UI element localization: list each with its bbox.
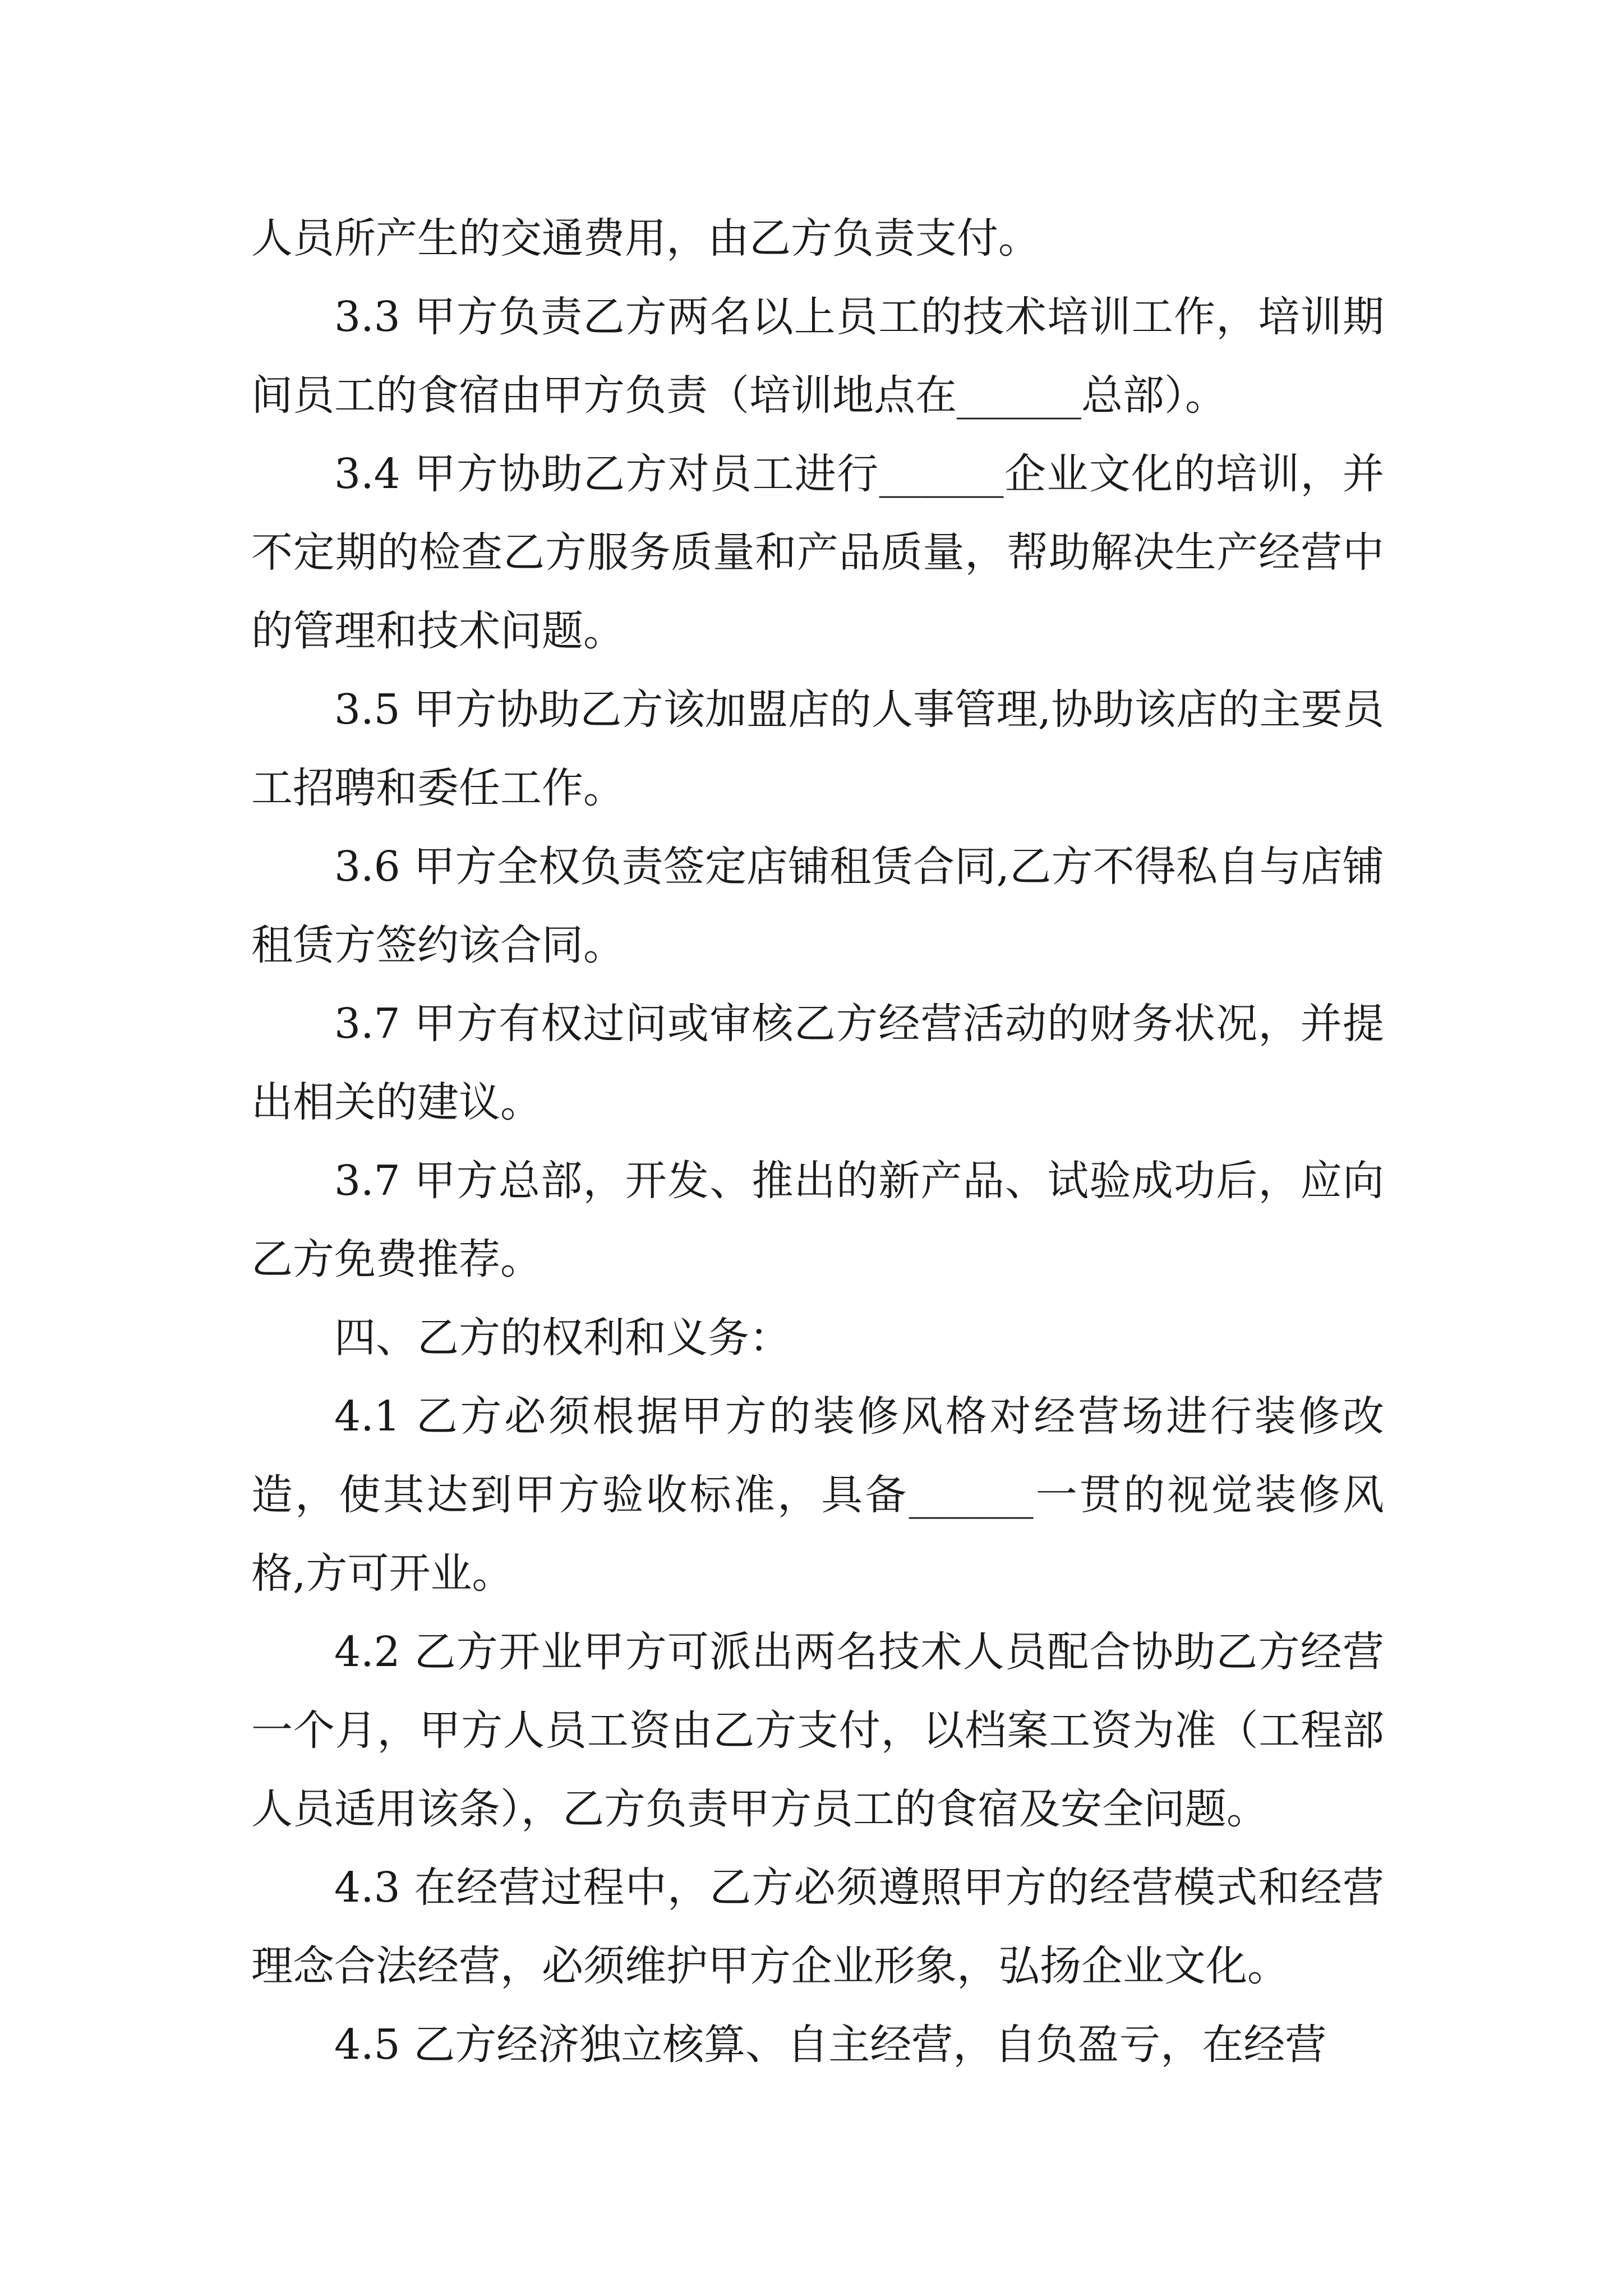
paragraph-4-3: 4.3 在经营过程中，乙方必须遵照甲方的经营模式和经营理念合法经营，必须维护甲方企业形象，弘扬企业文化。 <box>251 1864 1384 1990</box>
paragraph-3-7-finance: 3.7 甲方有权过问或审核乙方经营活动的财务状况，并提出相关的建议。 <box>251 1000 1384 1126</box>
paragraph-3-7-products: 3.7 甲方总部，开发、推出的新产品、试验成功后，应向乙方免费推荐。 <box>251 1157 1384 1283</box>
paragraph-3-3: 3.3 甲方负责乙方两名以上员工的技术培训工作，培训期间员工的食宿由甲方负责（培训地点在______总部）。 <box>251 293 1384 420</box>
paragraph-3-5: 3.5 甲方协助乙方该加盟店的人事管理,协助该店的主要员工招聘和委任工作。 <box>251 685 1384 812</box>
paragraph-transport-fees: 人员所产生的交通费用，由乙方负责支付。 <box>251 214 1040 263</box>
paragraph-4-1: 4.1 乙方必须根据甲方的装修风格对经营场进行装修改造，使其达到甲方验收标准，具备______一贯的视觉装修风格,方可开业。 <box>251 1392 1384 1598</box>
paragraph-3-4: 3.4 甲方协助乙方对员工进行______企业文化的培训，并不定期的检查乙方服务质量和产品质量，帮助解决生产经营中的管理和技术问题。 <box>251 450 1384 655</box>
section-heading-4: 四、乙方的权利和义务： <box>334 1314 791 1362</box>
document-body <box>251 199 1384 2084</box>
paragraph-4-2: 4.2 乙方开业甲方可派出两名技术人员配合协助乙方经营一个月，甲方人员工资由乙方支付，以档案工资为准（工程部人员适用该条），乙方负责甲方员工的食宿及安全问题。 <box>251 1628 1384 1833</box>
paragraph-4-5: 4.5 乙方经济独立核算、自主经营，自负盈亏，在经营 <box>334 2021 1327 2069</box>
paragraph-3-6: 3.6 甲方全权负责签定店铺租赁合同,乙方不得私自与店铺租赁方签约该合同。 <box>251 843 1384 969</box>
